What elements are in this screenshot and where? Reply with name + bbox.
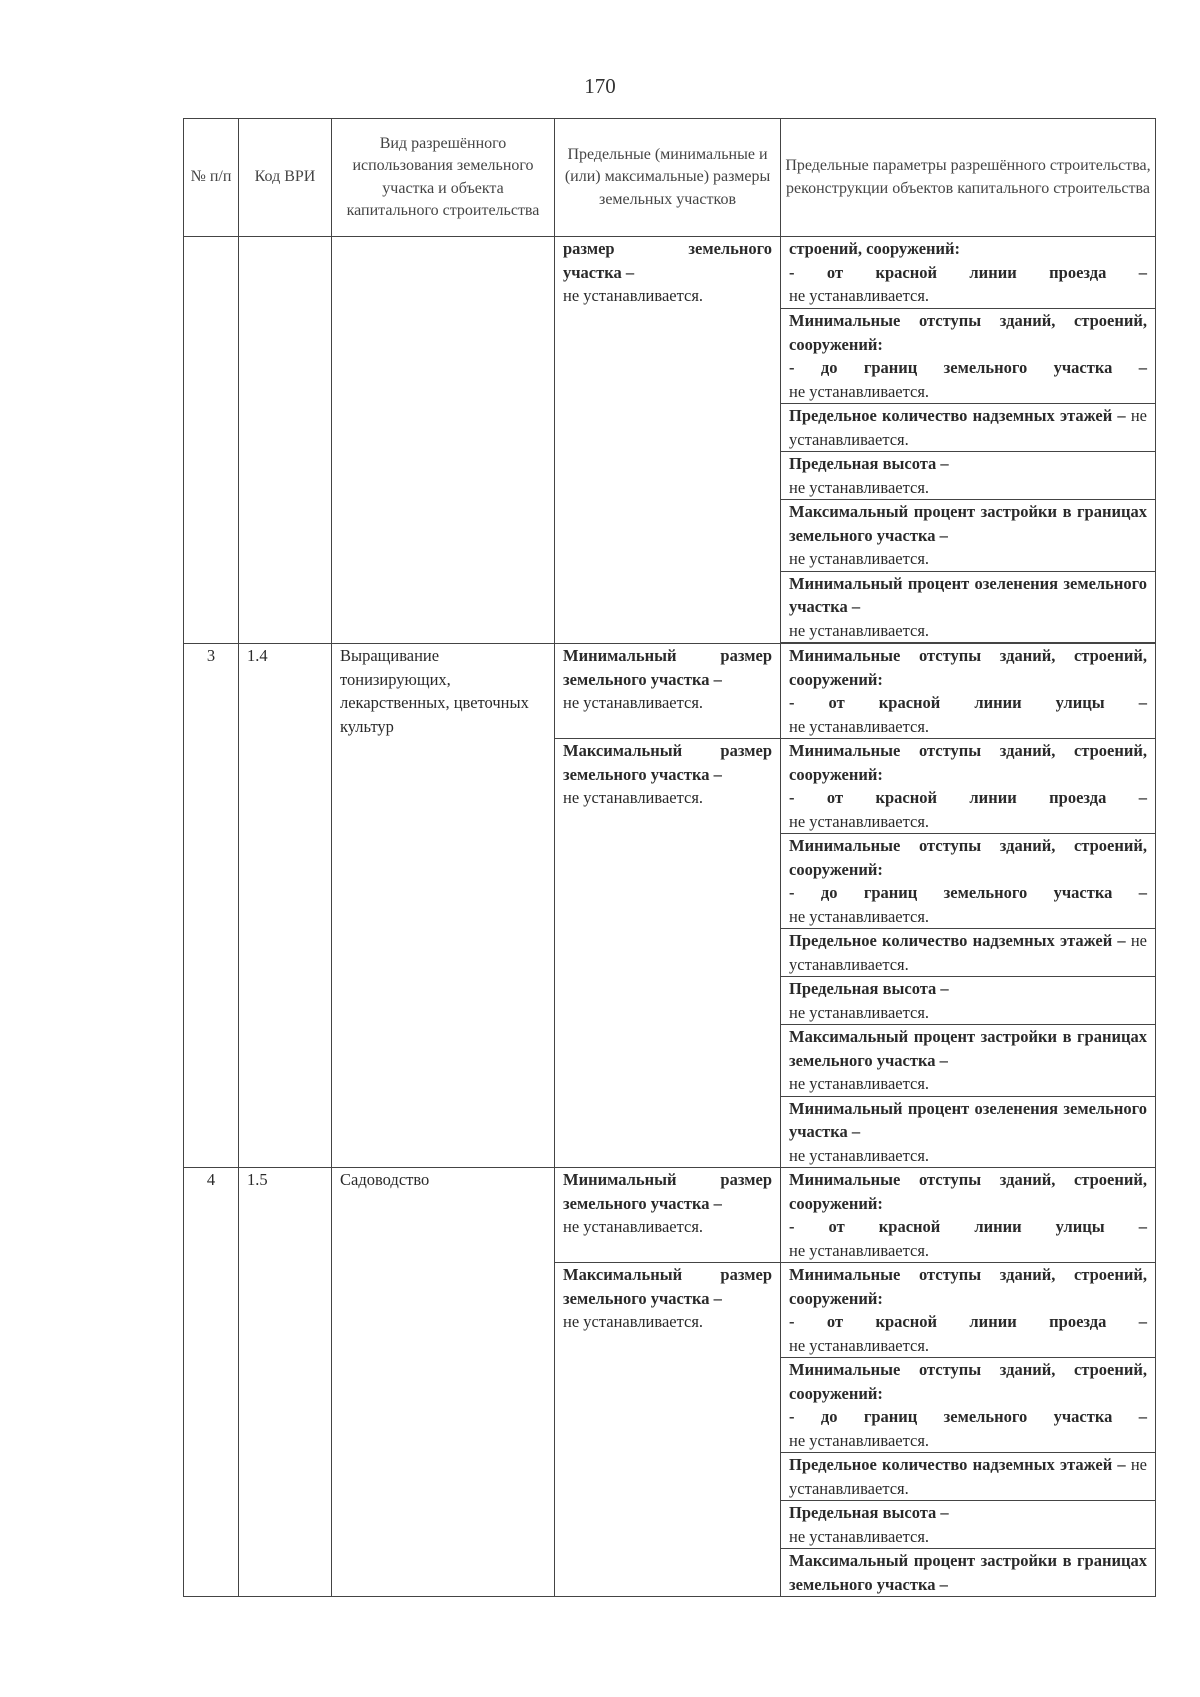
param-cell — [781, 977, 1156, 1025]
size-label: Максимальный размер земельного участка – — [563, 741, 772, 784]
header-plot-size: Предельные (минимальные и (или) максимальные) размеры земельных участков — [555, 119, 781, 237]
param-value: не устанавливается. — [789, 1002, 930, 1022]
size-label: Минимальный размер земельного участка – — [563, 646, 772, 689]
param-label: Минимальные отступы зданий, строений, сооружений: — [789, 836, 1147, 879]
param-cell — [781, 1358, 1156, 1453]
param-value: не устанавливается. — [789, 549, 930, 568]
param-value: не устанавливается. — [789, 906, 930, 926]
param-label: Максимальный процент застройки в границах земельного участка – — [789, 1551, 1147, 1594]
param-label: Минимальные отступы зданий, строений, сооружений: — [789, 646, 1147, 689]
cell-num: 4 — [184, 1168, 239, 1597]
param-label: строений, сооружений: — [789, 239, 961, 258]
cell-code: 1.4 — [239, 644, 332, 1168]
param-label: Максимальный процент застройки в границах земельного участка – — [789, 502, 1147, 545]
param-label: Минимальные отступы зданий, строений, сооружений: — [789, 311, 1147, 354]
param-label: Предельное количество надземных этажей – — [789, 931, 1126, 950]
param-value: не устанавливается. — [789, 716, 930, 736]
cell-use-type: Выращивание тонизирующих, лекарственных, цветочных культур — [332, 644, 555, 1168]
param-value: не устанавливается. — [789, 1335, 930, 1355]
param-value: не устанавливается. — [789, 1074, 930, 1093]
param-label: Минимальные отступы зданий, строений, сооружений: — [789, 1360, 1147, 1403]
cell-use-type — [332, 237, 555, 644]
param-value: не устанавливается. — [789, 1145, 930, 1165]
header-use-type: Вид разрешённого использования земельного участка и объекта капитального строительства — [332, 119, 555, 237]
param-cell — [781, 1501, 1156, 1549]
size-label: Максимальный размер земельного участка – — [563, 1265, 772, 1308]
size-text: участка – — [563, 262, 635, 282]
param-label: Максимальный процент застройки в границах земельного участка – — [789, 1027, 1147, 1070]
cell-num: 3 — [184, 644, 239, 1168]
size-value: не устанавливается. — [563, 1312, 704, 1331]
cell-use-type: Садоводство — [332, 1168, 555, 1597]
param-cell — [781, 452, 1156, 500]
param-value: не устанавливается. — [789, 931, 1147, 974]
cell-max-size — [555, 739, 781, 1168]
param-value: не устанавливается. — [789, 477, 930, 497]
param-cell — [781, 571, 1156, 643]
size-value: не устанавливается. — [563, 693, 704, 712]
param-value: не устанавливается. — [789, 811, 930, 831]
param-label: Минимальные отступы зданий, строений, сооружений: — [789, 1170, 1147, 1213]
param-value: не устанавливается. — [789, 1240, 930, 1260]
table-row-4 — [184, 1168, 1156, 1263]
table-row-3 — [184, 644, 1156, 739]
param-label: - до границ земельного участка – — [789, 1407, 1147, 1426]
param-cell — [781, 500, 1156, 572]
param-value: не устанавливается. — [789, 1526, 930, 1546]
param-label: - до границ земельного участка – — [789, 358, 1147, 377]
size-value: не устанавливается. — [563, 286, 704, 305]
param-cell — [781, 1096, 1156, 1168]
param-label: Минимальный процент озеленения земельного участка – — [789, 573, 1147, 616]
param-label: - от красной линии проезда – — [789, 788, 1147, 807]
param-label: Предельное количество надземных этажей – — [789, 406, 1126, 425]
param-value: не устанавливается. — [789, 406, 1147, 449]
param-label: Предельное количество надземных этажей – — [789, 1455, 1126, 1474]
param-cell — [781, 1025, 1156, 1097]
param-label: Минимальные отступы зданий, строений, сооружений: — [789, 1265, 1147, 1308]
size-value: не устанавливается. — [563, 788, 704, 807]
size-value: не устанавливается. — [563, 1217, 704, 1236]
cell-max-size — [555, 1263, 781, 1597]
cell-code: 1.5 — [239, 1168, 332, 1597]
param-cell — [781, 309, 1156, 404]
header-params: Предельные параметры разрешённого строительства, реконструкции объектов капитального строительства — [781, 119, 1156, 237]
param-cell — [781, 644, 1156, 739]
param-cell — [781, 237, 1156, 309]
param-label: Предельная высота – — [789, 1503, 949, 1522]
table-row — [184, 237, 1156, 309]
size-label: Минимальный размер земельного участка – — [563, 1170, 772, 1213]
param-label: Предельная высота – — [789, 979, 949, 998]
page-number: 170 — [584, 74, 616, 98]
param-value: не устанавливается. — [789, 1455, 1147, 1498]
param-cell — [781, 739, 1156, 834]
regulations-table — [183, 118, 1156, 1597]
size-text: размер земельного — [563, 239, 772, 258]
cell-min-size — [555, 644, 781, 739]
param-value: не устанавливается. — [789, 1430, 930, 1450]
param-value: не устанавливается. — [789, 381, 930, 401]
cell-min-size — [555, 1168, 781, 1263]
param-cell — [781, 1263, 1156, 1358]
param-label: - от красной линии проезда – — [789, 1312, 1147, 1331]
param-label: Минимальный процент озеленения земельного участка – — [789, 1098, 1147, 1141]
param-cell — [781, 1549, 1156, 1597]
param-label: - от красной линии проезда – — [789, 262, 1147, 282]
param-value: не устанавливается. — [789, 286, 930, 305]
param-cell — [781, 929, 1156, 977]
param-value: не устанавливается. — [789, 620, 930, 640]
header-code: Код ВРИ — [239, 119, 332, 237]
param-cell — [781, 1168, 1156, 1263]
param-label: - от красной линии улицы – — [789, 693, 1147, 712]
param-label: - от красной линии улицы – — [789, 1217, 1147, 1236]
cell-code — [239, 237, 332, 644]
param-cell — [781, 834, 1156, 929]
header-row — [184, 119, 1156, 237]
cell-plot-size — [555, 237, 781, 644]
cell-num — [184, 237, 239, 644]
header-num: № п/п — [184, 119, 239, 237]
param-label: - до границ земельного участка – — [789, 883, 1147, 902]
param-label: Минимальные отступы зданий, строений, сооружений: — [789, 741, 1147, 784]
param-cell — [781, 404, 1156, 452]
param-label: Предельная высота – — [789, 454, 949, 473]
param-cell — [781, 1453, 1156, 1501]
